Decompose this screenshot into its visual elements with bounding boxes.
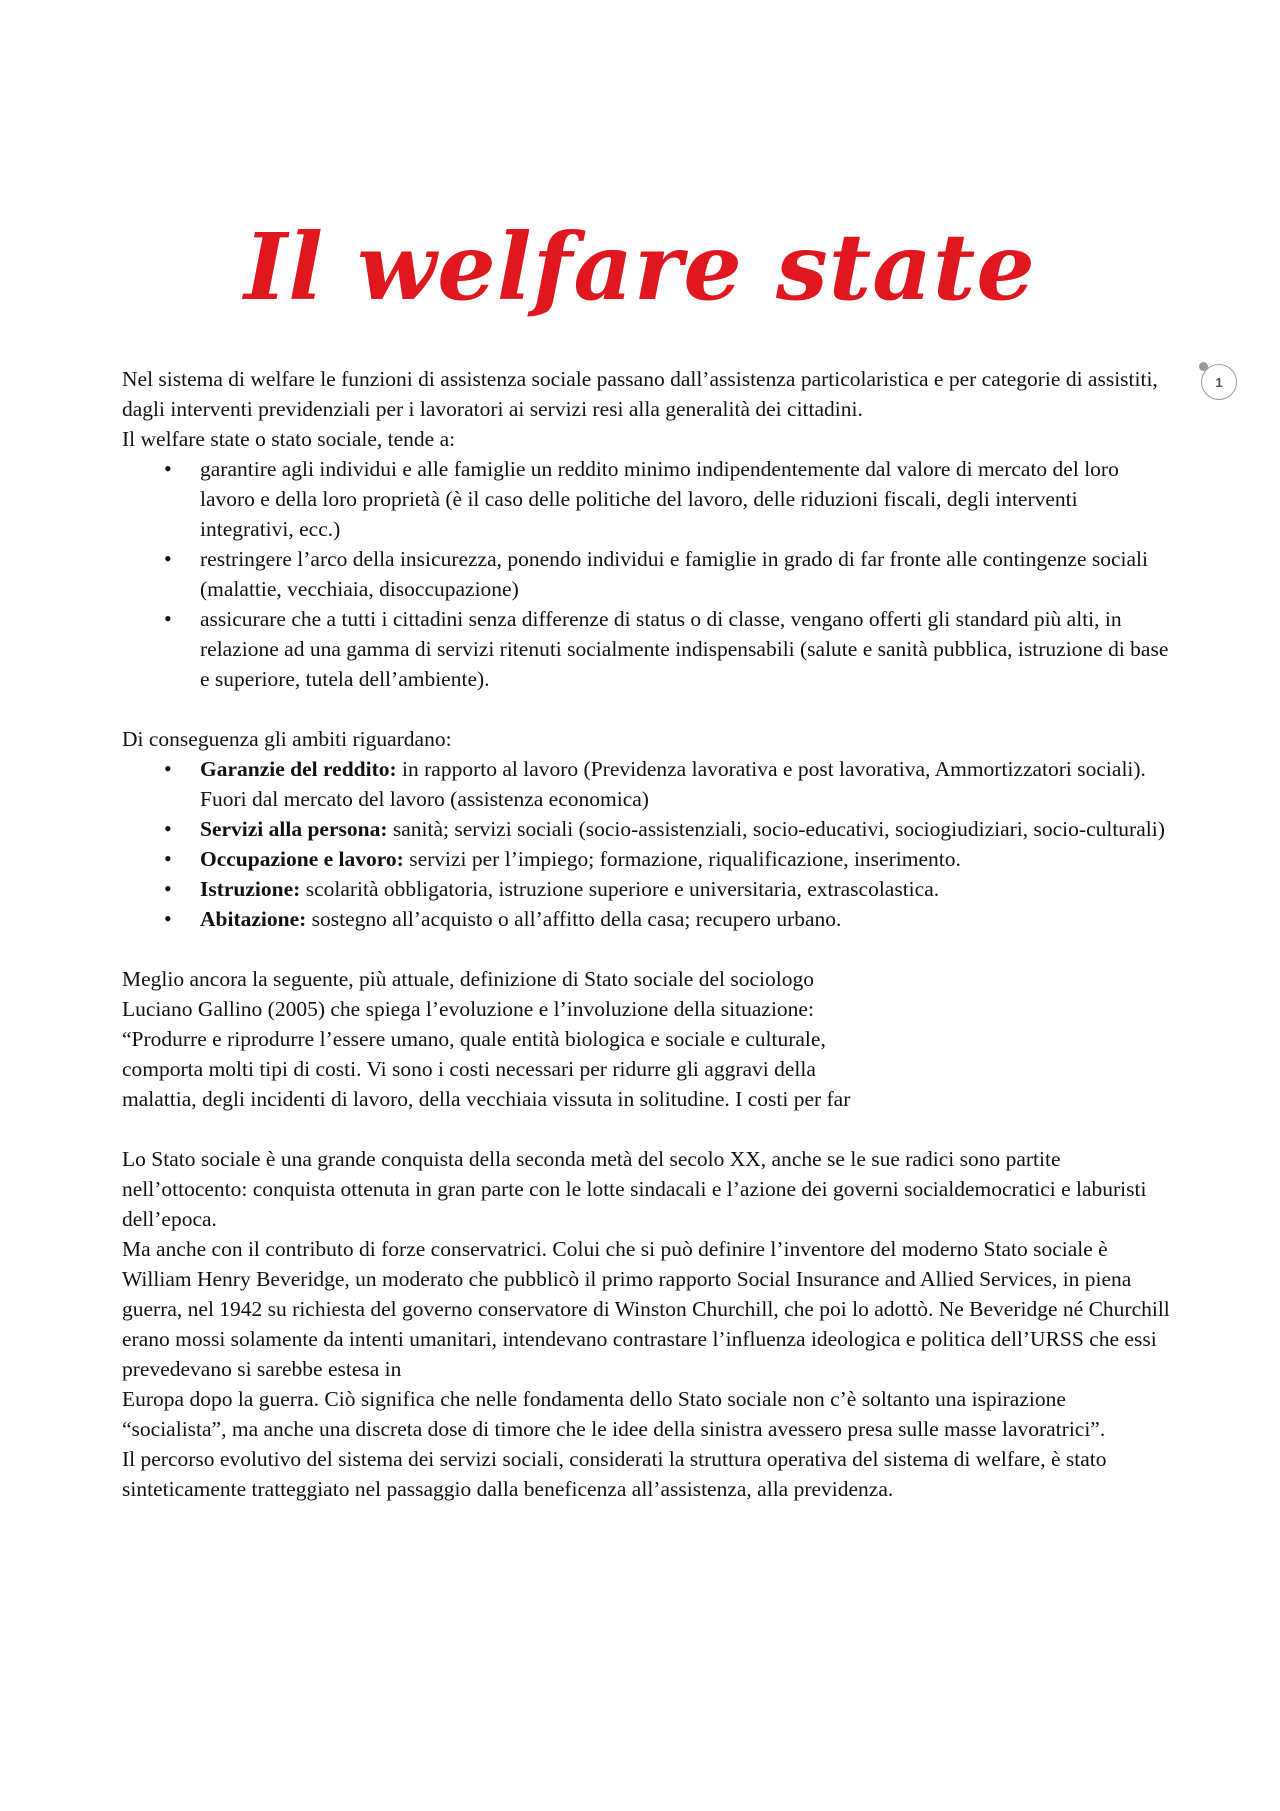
gallino-line: “Produrre e riprodurre l’essere umano, quale entità biologica e sociale e culturale, <box>122 1027 826 1051</box>
list-item-term: Garanzie del reddito: <box>200 757 397 781</box>
tendencies-list <box>122 454 1174 694</box>
gallino-line: Luciano Gallino (2005) che spiega l’evoluzione e l’involuzione della situazione: <box>122 997 814 1021</box>
list-item-text: in rapporto al lavoro (Previdenza lavorativa e post lavorativa, Ammortizzatori sociali). Fuori dal mercato del lavoro (assistenza economica) <box>200 757 1146 811</box>
list-item <box>200 904 1174 934</box>
list-item <box>200 754 1174 814</box>
list-item-term: Servizi alla persona: <box>200 817 388 841</box>
list-item-term: Abitazione: <box>200 907 307 931</box>
gallino-line: Meglio ancora la seguente, più attuale, definizione di Stato sociale del sociologo <box>122 967 814 991</box>
page-title: Il welfare state <box>244 212 1036 321</box>
document-body <box>122 364 1174 1504</box>
list-item-text: sanità; servizi sociali (socio-assistenziali, socio-educativi, sociogiudiziari, socio-culturali) <box>387 817 1165 841</box>
list-item <box>200 814 1174 844</box>
badge-dot-icon <box>1199 362 1208 371</box>
list-item-term: Occupazione e lavoro: <box>200 847 404 871</box>
ambiti-intro: Di conseguenza gli ambiti riguardano: <box>122 727 452 751</box>
gallino-line: malattia, degli incidenti di lavoro, della vecchiaia vissuta in solitudine. I costi per far <box>122 1087 851 1111</box>
ambiti-list <box>122 754 1174 934</box>
stato-sociale-paragraph: Ma anche con il contributo di forze conservatrici. Colui che si può definire l’inventore del moderno Stato sociale è William Henry Beveridge, un moderato che pubblicò il primo rapporto Social Insurance and Allied Services, in piena guerra, nel 1942 su richiesta del governo conservatore di Winston Churchill, che poi lo adottò. Ne Beveridge né Churchill erano mossi solamente da intenti umanitari, intendevano contrastare l’influenza ideologica e politica dell’URSS che essi prevedevano si sarebbe estesa in <box>122 1237 1170 1381</box>
page-number: 1 <box>1215 374 1223 390</box>
list-item: • assicurare che a tutti i cittadini senza differenze di status o di classe, vengano offerti gli standard più alti, in relazione ad una gamma di servizi ritenuti socialmente indispensabili (salute e sanità pubblica, istruzione di base e superiore, tutela dell’ambiente). <box>200 604 1174 694</box>
list-item-text: scolarità obbligatoria, istruzione superiore e universitaria, extrascolastica. <box>300 877 940 901</box>
list-item: • restringere l’arco della insicurezza, ponendo individui e famiglie in grado di far fronte alle contingenze sociali (malattie, vecchiaia, disoccupazione) <box>200 544 1174 604</box>
stato-sociale-paragraph: Il percorso evolutivo del sistema dei servizi sociali, considerati la struttura operativa del sistema di welfare, è stato sinteticamente tratteggiato nel passaggio dalla beneficenza all’assistenza, alla previdenza. <box>122 1447 1107 1501</box>
list-item <box>200 844 1174 874</box>
stato-sociale-paragraph: Lo Stato sociale è una grande conquista della seconda metà del secolo XX, anche se le sue radici sono partite nell’ottocento: conquista ottenuta in gran parte con le lotte sindacali e l’azione dei governi socialdemocratici e laburisti dell’epoca. <box>122 1147 1147 1231</box>
list-item-term: Istruzione: <box>200 877 301 901</box>
list-item-text: sostegno all’acquisto o all’affitto della casa; recupero urbano. <box>306 907 842 931</box>
list-item: • garantire agli individui e alle famiglie un reddito minimo indipendentemente dal valore di mercato del loro lavoro e della loro proprietà (è il caso delle politiche del lavoro, delle riduzioni fiscali, degli interventi integrativi, ecc.) <box>200 454 1174 544</box>
gallino-line: comporta molti tipi di costi. Vi sono i costi necessari per ridurre gli aggravi della <box>122 1057 816 1081</box>
page-number-badge[interactable] <box>1201 364 1237 400</box>
intro-paragraph: Nel sistema di welfare le funzioni di assistenza sociale passano dall’assistenza particolaristica e per categorie di assistiti, dagli interventi previdenziali per i lavoratori ai servizi resi alla generalità dei cittadini. <box>122 367 1158 421</box>
list-item-text: servizi per l’impiego; formazione, riqualificazione, inserimento. <box>403 847 961 871</box>
stato-sociale-paragraph: Europa dopo la guerra. Ciò significa che nelle fondamenta dello Stato sociale non c’è soltanto una ispirazione “socialista”, ma anche una discreta dose di timore che le idee della sinistra avessero presa sulle masse lavoratrici”. <box>122 1387 1106 1441</box>
list-item <box>200 874 1174 904</box>
intro-lead: Il welfare state o stato sociale, tende a: <box>122 427 456 451</box>
